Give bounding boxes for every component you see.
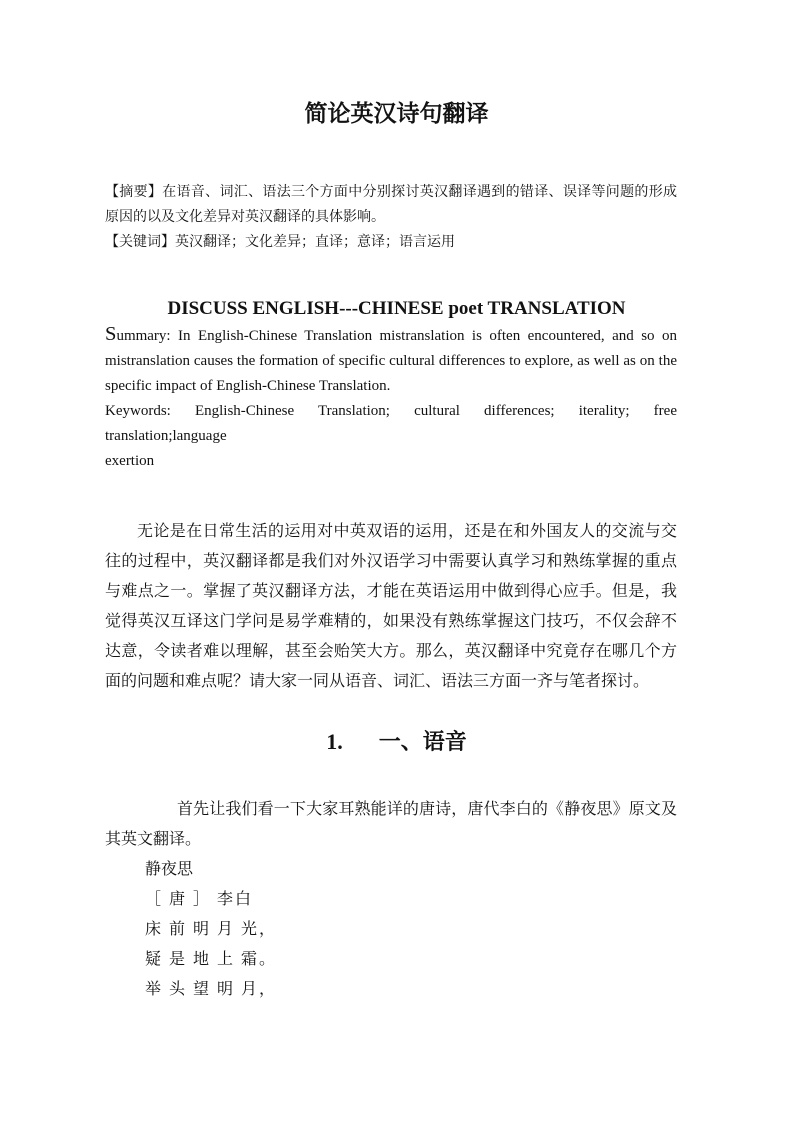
section-number: 1. bbox=[326, 729, 343, 754]
poem-line: 床 前 明 月 光， bbox=[145, 921, 278, 938]
intro-line: 面的问题和难点呢？请大家一同从语音、词汇、语法三方面一齐与笔者探讨。 bbox=[105, 673, 650, 690]
section-first-paragraph bbox=[105, 795, 677, 855]
poem-block bbox=[105, 855, 677, 1005]
page-title: 简论英汉诗句翻译 bbox=[304, 101, 489, 126]
paragraph-line: 首先让我们看一下大家耳熟能详的唐诗，唐代李白的《静夜思》原文及 bbox=[177, 801, 677, 818]
summary-line: specific impact of English-Chinese Translation. bbox=[105, 378, 391, 394]
english-summary-block bbox=[105, 322, 677, 474]
abstract-line: 原因的以及文化差异对英汉翻译的具体影响。 bbox=[105, 210, 385, 225]
intro-line: 觉得英汉互译这门学问是易学难精的，如果没有熟练掌握这门技巧，不仅会辞不 bbox=[105, 613, 677, 630]
keywords-cn-line: 【关键词】英汉翻译；文化差异；直译；意译；语言运用 bbox=[105, 235, 455, 250]
section-title: 一、语音 bbox=[378, 729, 467, 754]
poem-author: ［ 唐 ］ 李白 bbox=[145, 891, 254, 908]
keywords-en-line: Keywords: English-Chinese Translation; cultural differences; iterality; free translation;language bbox=[105, 403, 677, 444]
poem-line: 疑 是 地 上 霜。 bbox=[145, 951, 278, 968]
section-heading bbox=[0, 727, 793, 757]
abstract-block bbox=[105, 180, 677, 255]
keywords-en-line: exertion bbox=[105, 453, 155, 469]
intro-line: 往的过程中，英汉翻译都是我们对外汉语学习中需要认真学习和熟练掌握的重点 bbox=[105, 553, 677, 570]
summary-line: Summary: In English-Chinese Translation mistranslation is often encountered, and so on bbox=[105, 323, 677, 345]
paragraph-line: 其英文翻译。 bbox=[105, 831, 202, 848]
poem-title: 静夜思 bbox=[145, 861, 194, 878]
summary-line: mistranslation causes the formation of specific cultural differences to explore, as well as on the bbox=[105, 353, 677, 369]
intro-line: 无论是在日常生活的运用对中英双语的运用，还是在和外国友人的交流与交 bbox=[137, 523, 677, 540]
poem-line: 举 头 望 明 月， bbox=[145, 981, 278, 998]
english-title: DISCUSS ENGLISH---CHINESE poet TRANSLATION bbox=[167, 298, 626, 319]
intro-paragraph bbox=[105, 517, 677, 697]
intro-line: 达意，令读者难以理解，甚至会贻笑大方。那么，英汉翻译中究竟存在哪几个方 bbox=[105, 643, 677, 660]
intro-line: 与难点之一。掌握了英汉翻译方法，才能在英语运用中做到得心应手。但是，我 bbox=[105, 583, 677, 600]
abstract-line: 【摘要】在语音、词汇、语法三个方面中分别探讨英汉翻译遇到的错译、误译等问题的形成 bbox=[105, 185, 677, 200]
